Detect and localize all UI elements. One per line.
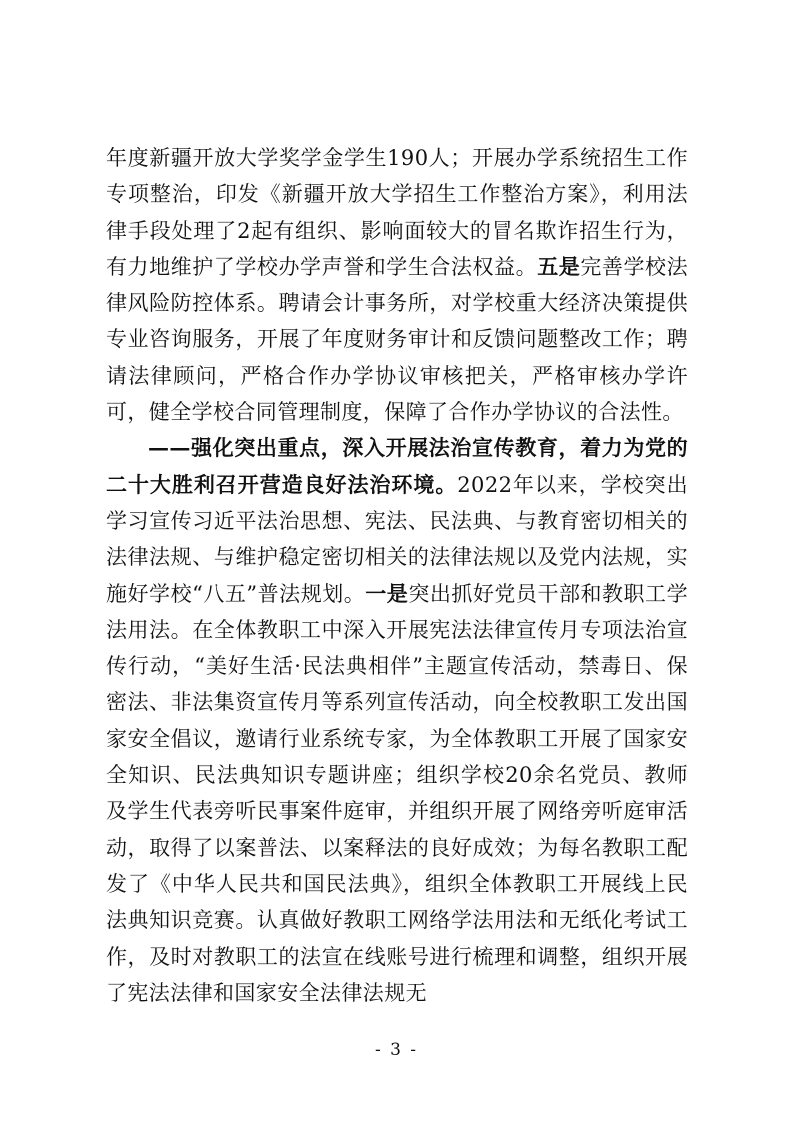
page-number: - 3 - <box>374 1040 419 1060</box>
paragraph-text: 突出抓好党员干部和教职工学法用法。在全体教职工中深入开展宪法法律宣传月专项法治宣传行动，“美好生活·民法典相伴”主题宣传活动，禁毒日、保密法、非法集资宣传月等系列宣传活动，向全校教职工发出国家安全倡议，邀请行业系统专家，为全体教职工开展了国家安全知识、民法典知识专题讲座；组织学校20余名党员、教师及学生代表旁听民事案件庭审，并组织开展了网络旁听庭审活动，取得了以案普法、以案释法的良好成效；为每名教职工配发了《中华人民共和国民法典》，组织全体教职工开展线上民法典知识竞赛。认真做好教职工网络学法用法和无纸化考试工作，及时对教职工的法宣在线账号进行梳理和调整，组织开展了宪法法律和国家安全法律法规无 <box>106 581 688 1005</box>
body-text <box>106 140 688 1011</box>
paragraph-text: 2022年以来，学校突出学习宣传习近平法治思想、宪法、民法典、与教育密切相关的法律法规、与维护稳定密切相关的法律法规以及党内法规，实施好学校“八五”普法规划。 <box>106 472 688 606</box>
paragraph-text: 年度新疆开放大学奖学金学生190人；开展办学系统招生工作专项整治，印发《新疆开放大学招生工作整治方案》，利用法律手段处理了2起有组织、影响面较大的冒名欺诈招生行为，有力地维护了学校办学声誉和学生合法权益。 <box>106 146 688 279</box>
paragraph-1 <box>106 140 688 430</box>
paragraph-2 <box>106 430 688 1011</box>
paragraph-text: 完善学校法律风险防控体系。聘请会计事务所，对学校重大经济决策提供专业咨询服务，开展了年度财务审计和反馈问题整改工作；聘请法律顾问，严格合作办学协议审核把关，严格审核办学许可，健全学校合同管理制度，保障了合作办学协议的合法性。 <box>106 254 689 425</box>
paragraph-emphasis: 一是 <box>365 580 409 606</box>
section-heading: ——强化突出重点，深入开展法治宣传教育，着力为党的二十大胜利召开营造良好法治环境。 <box>106 435 688 497</box>
paragraph-emphasis: 五是 <box>537 253 581 279</box>
